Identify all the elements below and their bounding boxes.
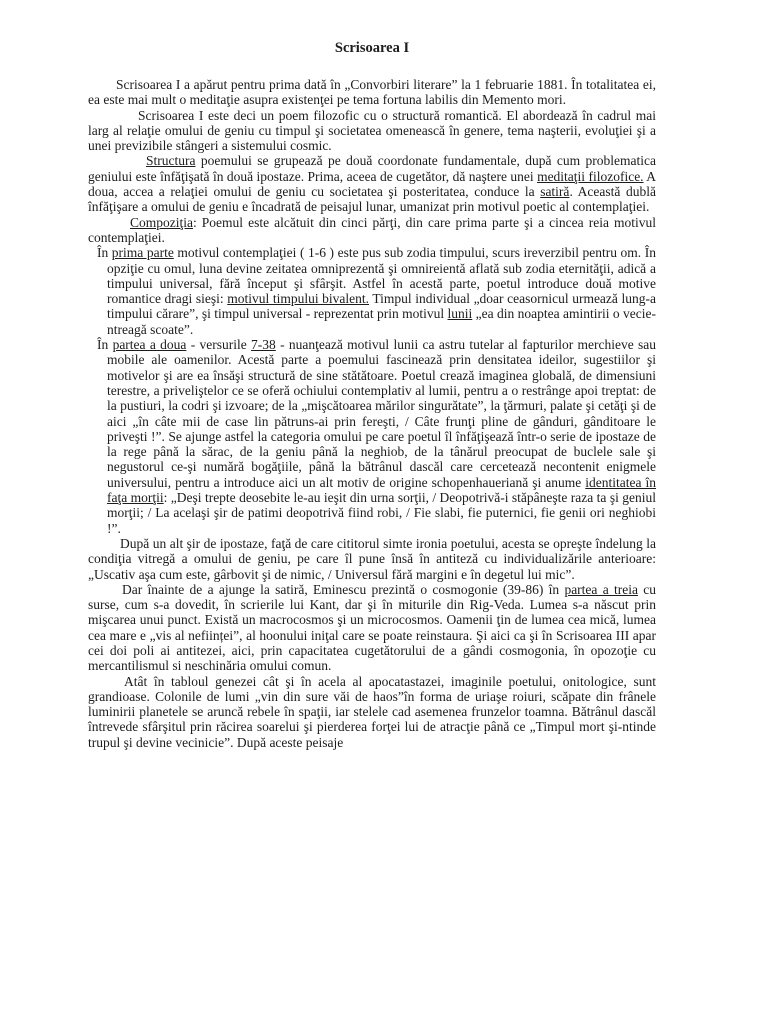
text-run: - nuanţează motivul lunii ca astru tutelar al fapturilor merchieve sau mobile ale oamenilor. Acestă parte a poemului fascinează prin densitatea ideilor, sugestiilor şi motivelor şi are ea însăşi structură de sine stătătoare. Poetul crează imaginea globală, de dimensiuni terestre, a priveliştelor ce se oferă ochiului contemplativ al lumii, pentru a o restrânge apoi treptat: de la pustiuri, la codri şi izvoare; de la „mişcătoarea mărilor singurătate”, la ţărmuri, palate şi cetăţi şi de aici „în câte mii de case lin pătruns-ai prin fereşti, / Câte frunţi pline de gânduri, gânditoare le priveşti !”. Se ajunge astfel la categoria omului pe care poetul îl înfăţişează într-o serie de ipostaze de la rege până la sărac, de la geniu până la neghiob, de la tânărul preocupat de buclele sale şi negustorul ce-şi numără bogăţiile, până la bătrânul dascăl care cercetează necontenit enigmele universului, pentru a introduce aici un alt motiv de origine schopenhaueriană şi anume <box>107 337 657 490</box>
text-run: cu surse, cum s-a dovedit, în scrierile lui Kant, dar şi în miturile din Rig-Veda. Lumea s-a născut prin mişcarea unui punct. Există un macrocosmos şi un microcosmos. Oamenii ţin de lumea cea mică, lumea cea mare e „vis al neființei”, al hoonului iniţal care se poate reinstaura. Şi aici ca şi în Scrisoarea III apar cei doi poli ai antitezei, aici, prin capacitatea cugetătorului de a gândi cosmogonia, în opozoţie cu mercantilismul si neschinăria omului comun. <box>88 581 656 674</box>
underlined-term: Compoziţia <box>130 214 193 230</box>
underlined-term: lunii <box>447 306 473 322</box>
text-run: În <box>97 337 113 353</box>
paragraph-part-one <box>88 245 656 337</box>
underlined-term: satiră <box>540 184 570 200</box>
text-run: poemului se grupează pe două coordonate fundamentale, după cum problematica geniului este înfăţişată în două ipostaze. Prima, aceea de cugetător, dă naştere unei <box>88 153 656 184</box>
paragraph-intro <box>88 77 656 108</box>
underlined-term: partea a doua <box>112 337 187 353</box>
text-run: Timpul individual „doar ceasornicul urmează lung-a timpului cărare”, şi timpul universal - reprezentat prin motivul <box>107 291 656 322</box>
underlined-term: 7-38 <box>251 337 276 353</box>
text-run: A doua, accea a relaţiei omului de geniu cu societatea şi posteritatea, conduce la <box>88 168 656 200</box>
text-run: Atât în tabloul genezei cât şi în acela al apocatastazei, imaginile poetului, onitologice, sunt grandioase. Colonile de lumi „vin din sure văi de haos”în forma de uriaşe roiuri, scăpate din frânele luminirii planetele se aruncă rebele în spaţii, iar stelele cad asemenea frunzelor toamna. Bătrânul dascăl întrevede sfârşitul prin răcirea soarelui şi pierderea forţei lui de atracţie până ce „Timpul mort şi-ntinde trupul şi devine vecinicie”. După aceste peisaje <box>88 673 656 750</box>
underlined-term: identitatea în faţa morţii <box>107 474 656 506</box>
text-run: : „Deşi trepte deosebite le-au ieşit din urna sorţii, / Deopotrivă-i stăpâneşte raza ta şi geniul morţii; / La acelaşi şir de patimi deopotrivă fiind robi, / Fie slabi, fie puternici, fie genii ori neghiobi !”. <box>107 490 656 536</box>
document-page <box>88 40 656 750</box>
paragraph-poem-type <box>88 108 656 154</box>
text-run: motivul contemplaţiei ( 1-6 ) este pus sub zodia timpului, scurs ireverzibil pentru om. În opziţie cu omul, luna devine zeitatea omniprezentă şi omnireientă aflată sub zodia eternităţii, adică a timpului universal, fără început şi sfârşit. Astfel în acestă parte, poetul introduce două motive romantice dragi sieşi: <box>107 245 656 307</box>
paragraph-part-two <box>88 337 656 536</box>
text-run: Scrisoarea I a apărut pentru prima dată în „Convorbiri literare” la 1 februarie 1881. În totalitatea ei, ea este mai mult o meditaţie asupra existenţei pe tema fortuna labilis din Memento mori. <box>88 77 656 108</box>
paragraph-part-three <box>88 582 656 674</box>
document-title: Scrisoarea I <box>334 40 410 56</box>
underlined-term: motivul timpului bivalent. <box>227 291 370 307</box>
text-run: Dar înainte de a ajunge la satiră, Eminescu prezintă o cosmogonie (39-86) în <box>122 581 565 597</box>
text-run: : Poemul este alcătuit din cinci părţi, din care prima parte şi a cincea reia motivul contemplaţiei. <box>88 214 656 245</box>
text-run: În <box>97 245 112 261</box>
text-run: - versurile <box>186 337 252 353</box>
underlined-term: meditaţii filozofice. <box>537 168 644 184</box>
underlined-term: prima parte <box>111 245 174 261</box>
paragraph-genesis <box>88 674 656 750</box>
paragraph-composition <box>88 215 656 246</box>
underlined-term: partea a treia <box>564 581 638 597</box>
text-run: „ea din noaptea amintirii o vecie-ntreagă scoate”. <box>107 306 656 337</box>
text-run: După un alt şir de ipostaze, faţă de care cititorul simte ironia poetului, acesta se opreşte îndelung la condiţia vitregă a omului de geniu, pe care îl pune însă în antiteză cu individualizările anterioare: „Uscativ aşa cum este, gârbovit şi de nimic, / Universul fără margini e în degetul lui mic”. <box>88 535 656 582</box>
underlined-term: Structura <box>146 153 196 169</box>
text-run: Scrisoarea I este deci un poem filozofic cu o structură romantică. El abordează în cadrul mai larg al relaţie omului de geniu cu timpul şi societatea omenească în genere, tema naşterii, evoluţiei şi a unei previzibile stângeri a sistemului cosmic. <box>88 107 656 154</box>
paragraph-structure <box>88 153 656 214</box>
text-run: . Această dublă înfăţişare a omului de geniu e încadrată de peisajul lunar, umanizat prin motivul poetic al contemplaţiei. <box>88 184 656 215</box>
paragraph-genius-condition <box>88 536 656 582</box>
